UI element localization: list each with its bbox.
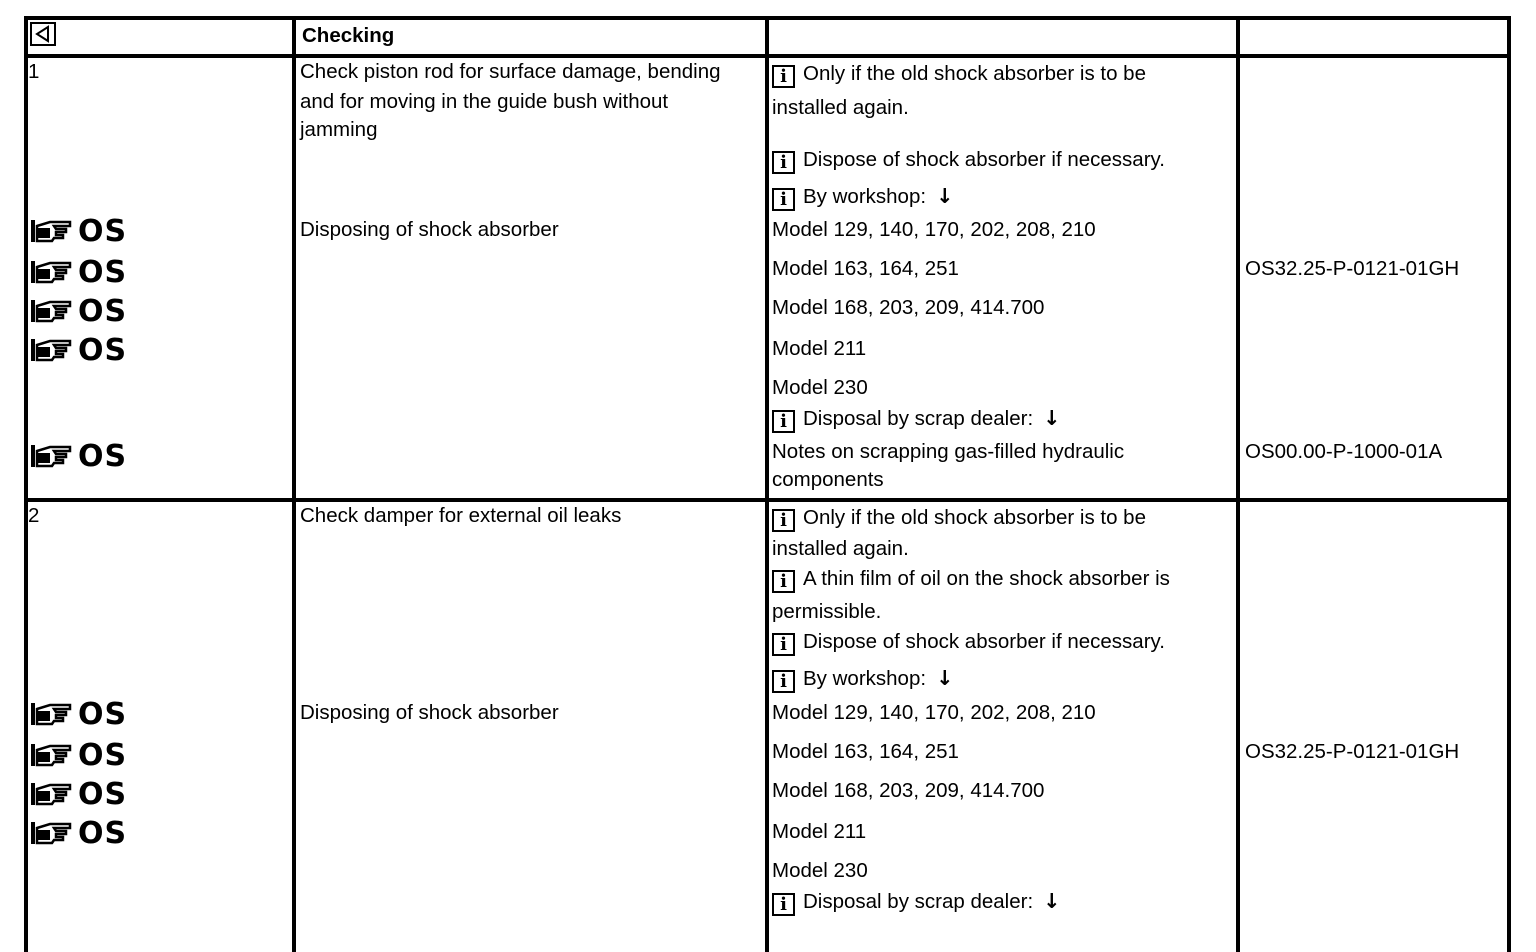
model-line: Model 211 [772, 820, 867, 843]
arrow-down-icon: ↓ [936, 184, 954, 208]
pointing-hand-icon [30, 701, 74, 727]
pointing-hand-icon [30, 259, 74, 285]
table-border-left [24, 16, 28, 952]
scrap-notes: Notes on scrapping gas-filled hydraulic [772, 440, 1125, 463]
info-note: i Disposal by scrap dealer: ↓ [772, 889, 1060, 916]
arrow-down-icon: ↓ [1043, 406, 1061, 430]
table-border-right [1507, 16, 1511, 952]
info-icon: i [772, 65, 795, 88]
header-checking: Checking [302, 24, 395, 47]
document-reference[interactable]: OS32.25-P-0121-01GH [1245, 257, 1460, 280]
document-reference[interactable]: OS32.25-P-0121-01GH [1245, 740, 1460, 763]
os-link[interactable] [30, 295, 127, 327]
os-link[interactable] [30, 215, 127, 247]
info-note-cont: installed again. [772, 537, 909, 560]
info-note: i A thin film of oil on the shock absorber is [772, 567, 1170, 593]
model-line: Model 163, 164, 251 [772, 740, 959, 763]
pointing-hand-icon [30, 337, 74, 363]
info-note: i Dispose of shock absorber if necessary. [772, 148, 1165, 174]
os-label: OS [78, 737, 128, 773]
os-label: OS [78, 293, 128, 329]
row-divider [24, 498, 1511, 502]
info-note: i Disposal by scrap dealer: ↓ [772, 406, 1060, 433]
os-link[interactable] [30, 440, 127, 472]
model-line: Model 230 [772, 859, 868, 882]
os-label: OS [78, 254, 128, 290]
os-label: OS [78, 332, 128, 368]
os-label: OS [78, 213, 128, 249]
info-icon: i [772, 410, 795, 433]
step-description: jamming [300, 118, 378, 141]
info-note: i By workshop: ↓ [772, 666, 953, 693]
info-note-cont: permissible. [772, 600, 882, 623]
info-icon: i [772, 570, 795, 593]
os-link[interactable] [30, 817, 127, 849]
step-number: 2 [28, 504, 40, 527]
back-triangle-icon[interactable] [30, 22, 56, 46]
model-line: Model 230 [772, 376, 868, 399]
info-icon: i [772, 509, 795, 532]
os-link[interactable] [30, 698, 127, 730]
info-note: i Only if the old shock absorber is to be [772, 62, 1146, 88]
info-icon: i [772, 188, 795, 211]
info-note-cont: installed again. [772, 96, 909, 119]
arrow-down-icon: ↓ [1043, 889, 1061, 913]
step-description: Check damper for external oil leaks [300, 504, 622, 527]
info-note: i Dispose of shock absorber if necessary. [772, 630, 1165, 656]
header-divider [24, 54, 1511, 58]
os-label: OS [78, 776, 128, 812]
model-line: Model 163, 164, 251 [772, 257, 959, 280]
model-line: Model 168, 203, 209, 414.700 [772, 779, 1045, 802]
pointing-hand-icon [30, 742, 74, 768]
pointing-hand-icon [30, 781, 74, 807]
model-line: Model 211 [772, 337, 867, 360]
os-label: OS [78, 815, 128, 851]
model-line: Model 168, 203, 209, 414.700 [772, 296, 1045, 319]
model-line: Model 129, 140, 170, 202, 208, 210 [772, 701, 1096, 724]
info-icon: i [772, 893, 795, 916]
info-note: i By workshop: ↓ [772, 184, 953, 211]
scrap-notes: components [772, 468, 884, 491]
pointing-hand-icon [30, 443, 74, 469]
info-icon: i [772, 633, 795, 656]
os-label: OS [78, 438, 128, 474]
pointing-hand-icon [30, 218, 74, 244]
os-link[interactable] [30, 739, 127, 771]
arrow-down-icon: ↓ [936, 666, 954, 690]
table-divider-1 [292, 16, 296, 952]
info-note: i Only if the old shock absorber is to be [772, 506, 1146, 532]
info-icon: i [772, 670, 795, 693]
info-icon: i [772, 151, 795, 174]
table-border-top [24, 16, 1511, 20]
model-line: Model 129, 140, 170, 202, 208, 210 [772, 218, 1096, 241]
step-number: 1 [28, 60, 40, 83]
step-description: and for moving in the guide bush without [300, 90, 669, 113]
os-link[interactable] [30, 256, 127, 288]
os-label: OS [78, 696, 128, 732]
table-divider-2 [765, 16, 769, 952]
os-link[interactable] [30, 334, 127, 366]
os-link[interactable] [30, 778, 127, 810]
table-divider-3 [1236, 16, 1240, 952]
disposing-label: Disposing of shock absorber [300, 218, 559, 241]
document-reference[interactable]: OS00.00-P-1000-01A [1245, 440, 1443, 463]
step-description: Check piston rod for surface damage, bending [300, 60, 721, 83]
pointing-hand-icon [30, 298, 74, 324]
disposing-label: Disposing of shock absorber [300, 701, 559, 724]
pointing-hand-icon [30, 820, 74, 846]
